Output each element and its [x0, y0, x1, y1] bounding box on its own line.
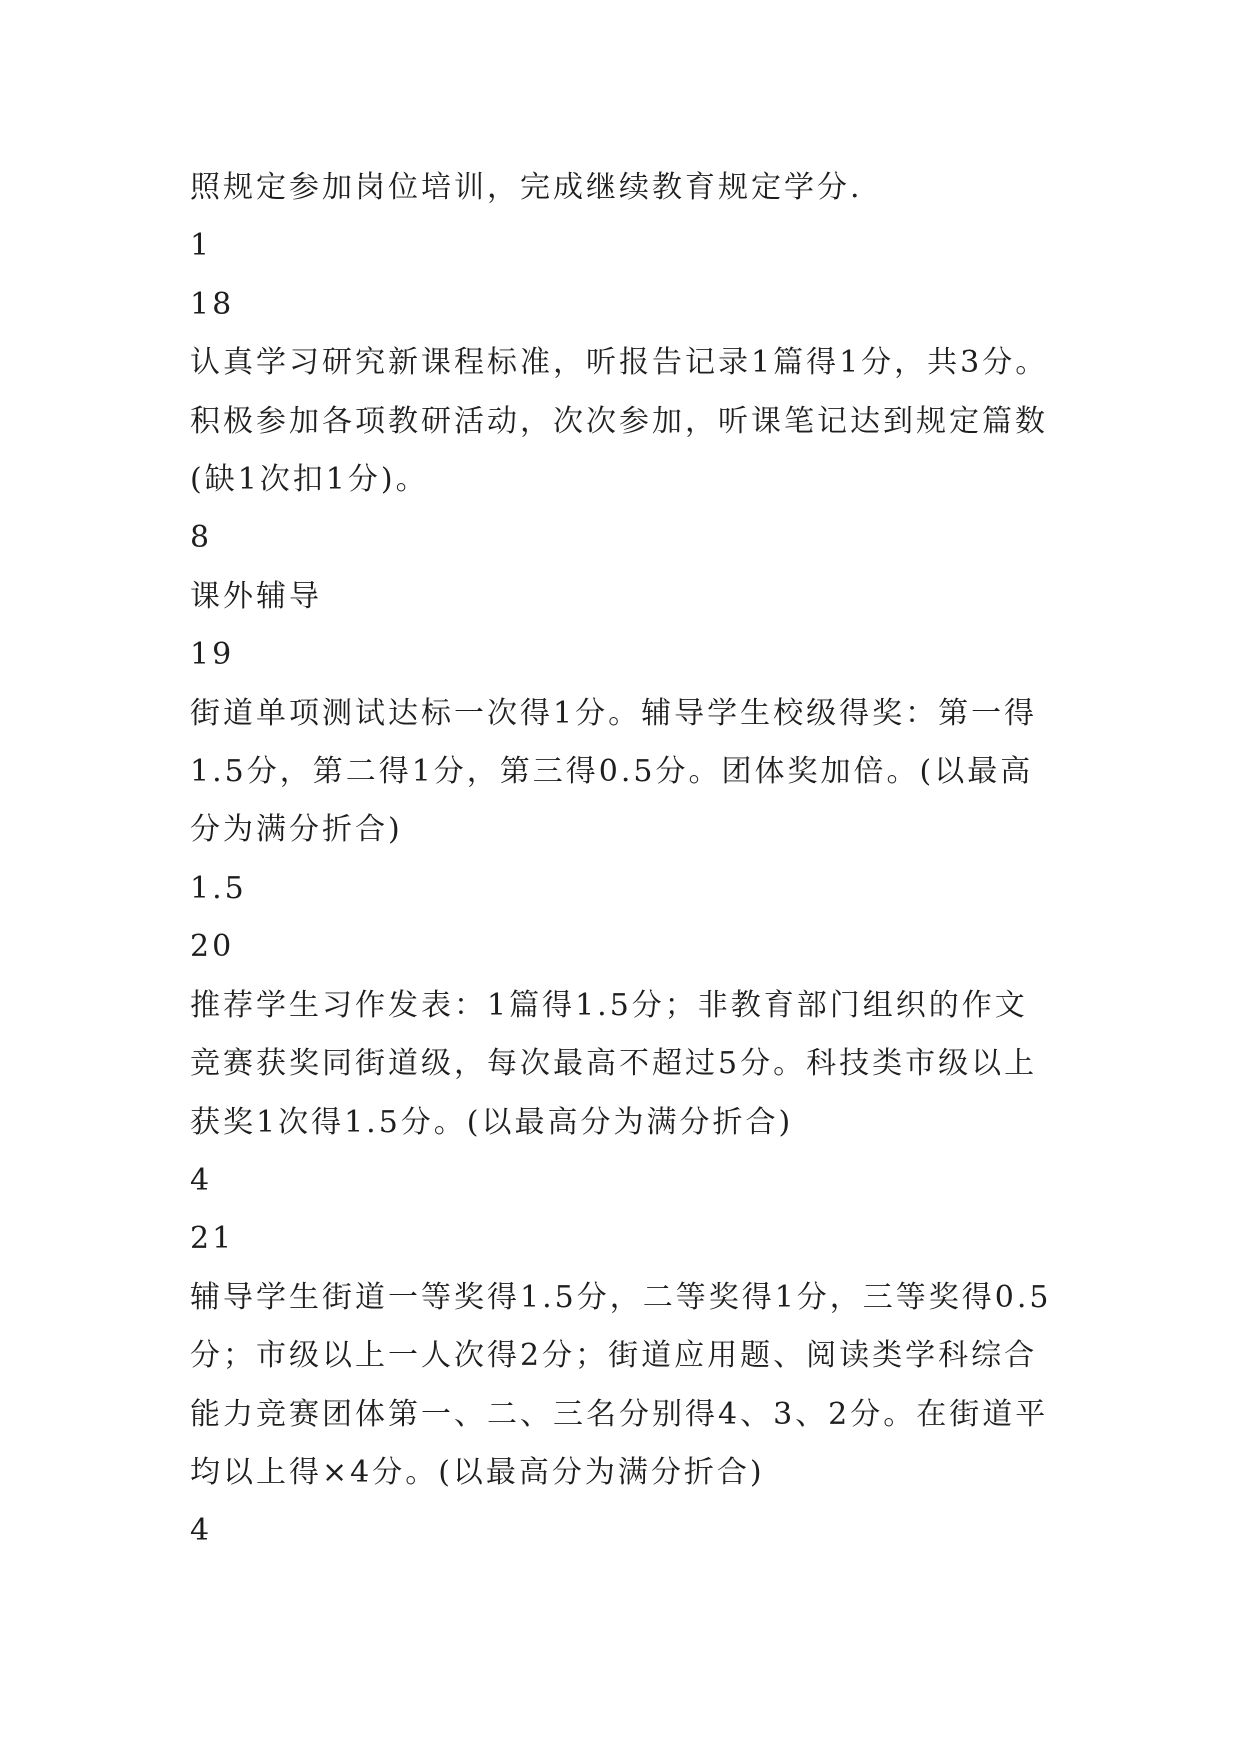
paragraph-student-publications: 推荐学生习作发表：1篇得1.5分；非教育部门组织的作文竞赛获奖同街道级，每次最高不超过5分。科技类市级以上获奖1次得1.5分。(以最高分为满分折合) [190, 987, 1038, 1140]
paragraph-training: 照规定参加岗位培训，完成继续教育规定学分. [190, 170, 863, 205]
paragraph-curriculum-study: 认真学习研究新课程标准，听报告记录1篇得1分，共3分。积极参加各项教研活动，次次参加，听课笔记达到规定篇数(缺1次扣1分)。 [190, 345, 1049, 498]
score-value: 1 [190, 228, 213, 264]
item-number: 20 [190, 929, 235, 965]
item-number: 18 [190, 286, 235, 322]
score-value: 4 [190, 1513, 213, 1549]
paragraph-competition-awards: 辅导学生街道一等奖得1.5分，二等奖得1分，三等奖得0.5分；市级以上一人次得2分；街道应用题、阅读类学科综合能力竞赛团体第一、二、三名分别得4、3、2分。在街道平均以上得×4分。(以最高分为满分折合) [190, 1279, 1052, 1490]
item-number: 19 [190, 637, 235, 673]
score-value: 4 [190, 1162, 213, 1198]
section-heading-tutoring: 课外辅导 [190, 578, 322, 614]
document-body [190, 159, 1060, 1561]
paragraph-testing-awards: 街道单项测试达标一次得1分。辅导学生校级得奖：第一得1.5分，第二得1分，第三得0.5分。团体奖加倍。(以最高分为满分折合) [190, 695, 1038, 848]
score-value: 1.5 [190, 870, 247, 906]
item-number: 21 [190, 1221, 235, 1257]
score-value: 8 [190, 520, 213, 556]
